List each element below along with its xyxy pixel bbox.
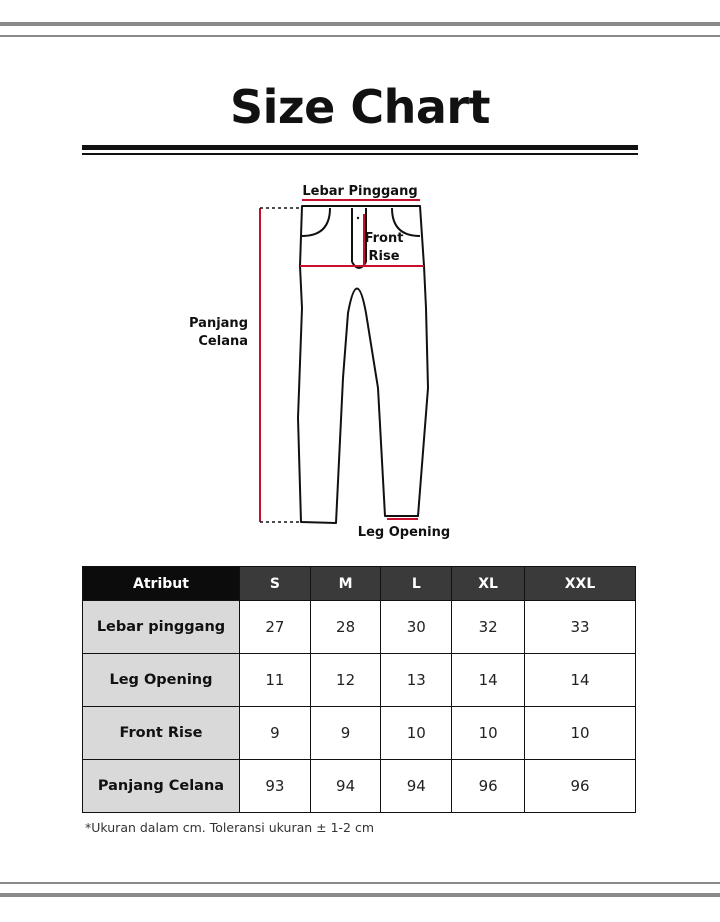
bottom-border-outer <box>0 893 720 897</box>
table-cell: 96 <box>525 760 636 813</box>
table-cell: 93 <box>240 760 311 813</box>
front-rise-label-1: Front <box>364 231 404 246</box>
header-attribute: Atribut <box>83 567 240 601</box>
header-size-m: M <box>310 567 381 601</box>
row-label: Panjang Celana <box>83 760 240 813</box>
length-guides <box>260 208 300 522</box>
row-label: Front Rise <box>83 707 240 760</box>
table-cell: 14 <box>525 654 636 707</box>
waist-label: Lebar Pinggang <box>302 184 418 199</box>
table-cell: 28 <box>310 601 381 654</box>
pants-diagram <box>180 178 470 548</box>
table-row <box>83 601 636 654</box>
leg-opening-label: Leg Opening <box>357 525 451 540</box>
table-cell: 33 <box>525 601 636 654</box>
table-cell: 10 <box>525 707 636 760</box>
table-header-row <box>83 567 636 601</box>
row-label: Leg Opening <box>83 654 240 707</box>
table-cell: 32 <box>452 601 525 654</box>
table-cell: 14 <box>452 654 525 707</box>
top-border-outer <box>0 22 720 26</box>
size-table <box>82 566 636 813</box>
table-row <box>83 707 636 760</box>
table-cell: 94 <box>310 760 381 813</box>
table-cell: 96 <box>452 760 525 813</box>
front-rise-label-2: Rise <box>368 249 400 264</box>
table-row <box>83 654 636 707</box>
footnote: *Ukuran dalam cm. Toleransi ukuran ± 1-2 cm <box>85 820 375 835</box>
table-cell: 94 <box>381 760 452 813</box>
table-cell: 10 <box>452 707 525 760</box>
header-size-xl: XL <box>452 567 525 601</box>
table-cell: 13 <box>381 654 452 707</box>
length-label-2: Celana <box>198 334 248 349</box>
top-border-inner <box>0 35 720 37</box>
table-cell: 12 <box>310 654 381 707</box>
table-cell: 11 <box>240 654 311 707</box>
page-title: Size Chart <box>229 80 491 134</box>
table-cell: 9 <box>240 707 311 760</box>
table-row <box>83 760 636 813</box>
table-cell: 30 <box>381 601 452 654</box>
bottom-border-inner <box>0 882 720 884</box>
row-label: Lebar pinggang <box>83 601 240 654</box>
title-rule-thin <box>82 153 638 155</box>
pants-illustration <box>180 178 470 548</box>
length-label-1: Panjang <box>189 316 248 331</box>
header-size-l: L <box>381 567 452 601</box>
header-size-xxl: XXL <box>525 567 636 601</box>
table-cell: 27 <box>240 601 311 654</box>
table-cell: 9 <box>310 707 381 760</box>
table-cell: 10 <box>381 707 452 760</box>
header-size-s: S <box>240 567 311 601</box>
title-rule-thick <box>82 145 638 150</box>
